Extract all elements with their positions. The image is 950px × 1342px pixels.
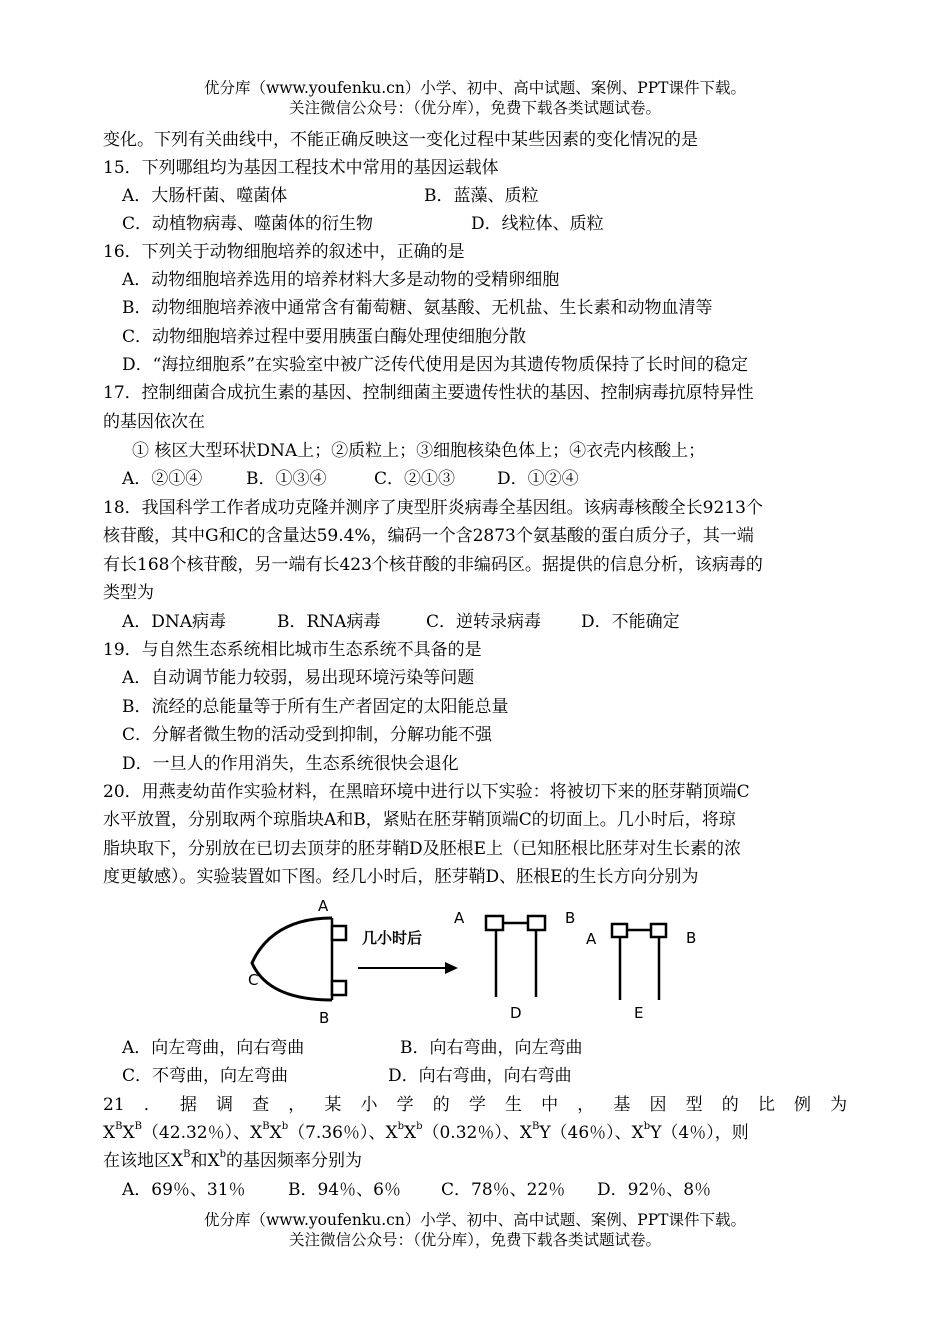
agar-block-a bbox=[332, 926, 346, 940]
q18-line-3: 有长168个核苷酸，另一端有长423个核苷酸的非编码区。据提供的信息分析，该病毒的 bbox=[103, 555, 763, 575]
q18-option-c: C．逆转录病毒 bbox=[426, 612, 542, 632]
intro-text: 变化。下列有关曲线中，不能正确反映这一变化过程中某些因素的变化情况的是 bbox=[103, 130, 698, 150]
label-a-right: A bbox=[586, 930, 597, 948]
label-a-mid: A bbox=[454, 909, 465, 927]
label-e: E bbox=[634, 1004, 644, 1022]
q20-option-d: D．向右弯曲，向右弯曲 bbox=[388, 1066, 572, 1086]
q15-option-a: A．大肠杆菌、噬菌体 bbox=[122, 186, 288, 206]
q20-line-3: 脂块取下，分别放在已切去顶芽的胚芽鞘D及胚根E上（已知胚根比胚芽对生长素的浓 bbox=[103, 839, 742, 859]
label-b-left: B bbox=[319, 1009, 330, 1027]
label-d: D bbox=[510, 1004, 522, 1022]
q16-option-a: A．动物细胞培养选用的培养材料大多是动物的受精卵细胞 bbox=[122, 270, 560, 290]
header-line-2: 关注微信公众号：（优分库），免费下载各类试题试卷。 bbox=[288, 99, 661, 117]
arrow-head bbox=[445, 962, 458, 974]
q20-line-4: 度更敏感）。实验装置如下图。经几小时后，胚芽鞘D、胚根E的生长方向分别为 bbox=[103, 867, 699, 887]
q18-option-d: D．不能确定 bbox=[581, 612, 680, 632]
agar-block-b bbox=[332, 981, 346, 995]
block-b-on-e bbox=[651, 924, 666, 937]
block-b-on-d bbox=[528, 916, 545, 930]
q21-option-a: A．69％、31％ bbox=[122, 1180, 246, 1200]
q16-stem: 16．下列关于动物细胞培养的叙述中，正确的是 bbox=[103, 242, 465, 262]
q17-option-d: D．①②④ bbox=[497, 469, 579, 489]
q20-experiment-diagram bbox=[240, 895, 720, 1030]
label-a-left: A bbox=[318, 897, 329, 915]
q20-line-1: 20．用燕麦幼苗作实验材料，在黑暗环境中进行以下实验：将被切下来的胚芽鞘顶端C bbox=[103, 782, 750, 802]
q17-option-c: C．②①③ bbox=[374, 469, 456, 489]
q17-items: ① 核区大型环状DNA上；②质粒上；③细胞核染色体上；④衣壳内核酸上； bbox=[132, 441, 706, 461]
q15-option-d: D．线粒体、质粒 bbox=[471, 214, 604, 234]
q20-option-a: A．向左弯曲，向右弯曲 bbox=[122, 1038, 305, 1058]
q15-stem: 15．下列哪组均为基因工程技术中常用的基因运载体 bbox=[103, 158, 499, 178]
q17-option-a: A．②①④ bbox=[122, 469, 203, 489]
q16-option-b: B．动物细胞培养液中通常含有葡萄糖、氨基酸、无机盐、生长素和动物血清等 bbox=[122, 298, 713, 318]
q19-option-d: D．一旦人的作用消失，生态系统很快会退化 bbox=[122, 754, 459, 774]
q19-stem: 19．与自然生态系统相比城市生态系统不具备的是 bbox=[103, 640, 482, 660]
q18-option-a: A．DNA病毒 bbox=[122, 612, 227, 632]
arrow-label: 几小时后 bbox=[362, 929, 423, 947]
q17-option-b: B．①③④ bbox=[246, 469, 327, 489]
q21-stem-line-1: 21 ． 据 调 查 ， 某 小 学 的 学 生 中 ， 基 因 型 的 比 例 为 bbox=[103, 1095, 848, 1115]
q21-option-c: C．78％、22％ bbox=[441, 1180, 566, 1200]
q19-option-a: A．自动调节能力较弱，易出现环境污染等问题 bbox=[122, 668, 475, 688]
q18-line-2: 核苷酸，其中G和C的含量达59.4%，编码一个含2873个氨基酸的蛋白质分子，其一端 bbox=[103, 526, 754, 546]
q18-line-4: 类型为 bbox=[103, 583, 154, 603]
q16-option-c: C．动物细胞培养过程中要用胰蛋白酶处理使细胞分散 bbox=[122, 327, 527, 347]
q15-option-c: C．动植物病毒、噬菌体的衍生物 bbox=[122, 214, 374, 234]
q20-option-c: C．不弯曲，向左弯曲 bbox=[122, 1066, 289, 1086]
q18-line-1: 18．我国科学工作者成功克隆并测序了庚型肝炎病毒全基因组。该病毒核酸全长9213个 bbox=[103, 498, 763, 518]
q16-option-d: D．“海拉细胞系”在实验室中被广泛传代使用是因为其遗传物质保持了长时间的稳定 bbox=[122, 355, 749, 375]
q21-stem-line-3: 在该地区$X^B$和$X^b$的基因频率分别为 bbox=[103, 1149, 362, 1171]
q19-option-c: C．分解者微生物的活动受到抑制，分解功能不强 bbox=[122, 725, 493, 745]
label-b-right: B bbox=[686, 929, 697, 947]
block-a-on-d bbox=[486, 916, 503, 930]
q20-line-2: 水平放置，分别取两个琼脂块A和B，紧贴在胚芽鞘顶端C的切面上。几小时后，将琼 bbox=[103, 810, 736, 830]
q21-option-b: B．94％、6％ bbox=[288, 1180, 401, 1200]
coleoptile-tip-c bbox=[252, 918, 332, 1000]
q21-option-d: D．92％、8％ bbox=[597, 1180, 712, 1200]
q20-option-b: B．向右弯曲，向左弯曲 bbox=[400, 1038, 583, 1058]
label-b-mid: B bbox=[565, 909, 576, 927]
q19-option-b: B．流经的总能量等于所有生产者固定的太阳能总量 bbox=[122, 697, 509, 717]
q15-option-b: B．蓝藻、质粒 bbox=[424, 186, 539, 206]
q18-option-b: B．RNA病毒 bbox=[277, 612, 381, 632]
q21-stem-line-2: $X^BX^B(42.32$％）、$X^BX^b(7.36$％）、$X^bX^b(0.32$％）、$X^BY(46$％）、$X^bY(4$％），则 bbox=[103, 1121, 749, 1143]
header-line-1: 优分库（www.youfenku.cn）小学、初中、高中试题、案例、PPT课件下载。 bbox=[203, 79, 747, 97]
block-a-on-e bbox=[612, 924, 627, 937]
q17-stem-1: 17．控制细菌合成抗生素的基因、控制细菌主要遗传性状的基因、控制病毒抗原特异性 bbox=[103, 383, 754, 403]
footer-line-1: 优分库（www.youfenku.cn）小学、初中、高中试题、案例、PPT课件下载。 bbox=[203, 1211, 747, 1229]
footer-line-2: 关注微信公众号：（优分库），免费下载各类试题试卷。 bbox=[288, 1231, 661, 1249]
label-c: C bbox=[248, 971, 259, 989]
q17-stem-2: 的基因依次在 bbox=[103, 412, 205, 432]
